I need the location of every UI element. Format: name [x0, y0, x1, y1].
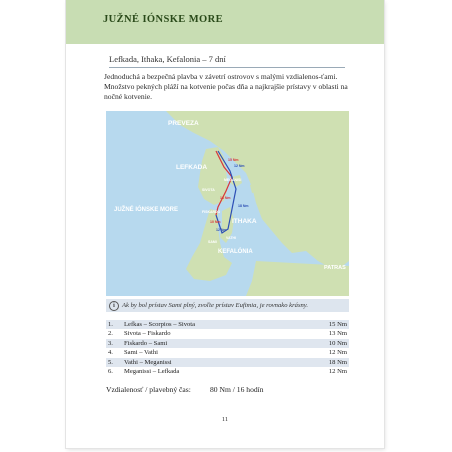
map-label-sivota: SIVOTA — [202, 188, 215, 192]
route-map — [106, 111, 349, 296]
route-legs-table — [106, 320, 349, 376]
map-label-region: JUŽNÉ IÓNSKE MORE — [114, 207, 179, 213]
summary-label: Vzdialenosť / plavebný čas: — [106, 385, 191, 394]
leg-number: 1. — [106, 320, 122, 329]
map-label-patras: PATRAS — [324, 265, 346, 271]
leg-name: Meganissi – Lefkada — [124, 368, 180, 376]
leg-distance: 12 Nm — [328, 349, 347, 357]
leg-name: Sivota – Fiskardo — [124, 330, 171, 338]
leg-distance: 18 Nm — [315, 358, 349, 367]
map-leg-label: 15 Nm — [228, 158, 239, 162]
chapter-header — [66, 0, 384, 44]
table-row — [106, 339, 349, 348]
leg-name: Vathi – Meganissi — [122, 358, 315, 367]
leg-number: 5. — [106, 358, 122, 367]
map-label-kefalonia: KEFALÓNIA — [218, 249, 253, 255]
leg-number: 3. — [106, 339, 122, 348]
leg-name: Fiskardo – Sami — [122, 339, 315, 348]
info-icon: i — [109, 301, 119, 311]
leg-distance: 12 Nm — [328, 368, 347, 376]
page-number: 11 — [221, 416, 229, 423]
map-leg-label: 12 Nm — [234, 164, 245, 168]
table-row — [106, 320, 349, 329]
map-leg-label: 13 Nm — [220, 196, 231, 200]
leg-distance: 15 Nm — [315, 320, 349, 329]
map-leg-label: 10 Nm — [210, 220, 221, 224]
leg-distance: 13 Nm — [328, 330, 347, 338]
table-row — [106, 329, 349, 338]
map-label-lefkada: LEFKADA — [176, 164, 208, 171]
map-label-vathi: VATHI — [226, 236, 236, 240]
leg-name: Lefkas – Scorpios – Sivota — [122, 320, 315, 329]
map-label-ithaka: ITHAKA — [232, 218, 257, 225]
leg-number: 4. — [108, 349, 113, 357]
document-page — [66, 0, 384, 448]
leg-number: 2. — [108, 330, 113, 338]
map-label-fiskardo: FISKARDO — [202, 210, 221, 214]
map-leg-label: 18 Nm — [238, 204, 249, 208]
intro-paragraph: Jednoduchá a bezpečná plavba v závetrí ostrovov s malými vzdialenos-ťami. Množstvo pekných pláží na kotvenie počas dňa a najkrajšie prístavy v oblasti na nočné kotvenie. — [104, 72, 348, 101]
table-row — [106, 367, 349, 376]
summary-value: 80 Nm / 16 hodín — [210, 385, 264, 394]
table-row — [106, 348, 349, 357]
route-summary — [106, 385, 264, 394]
map-label-meganisi: MEGANISI — [224, 178, 242, 182]
leg-number: 6. — [108, 368, 113, 376]
leg-distance: 10 Nm — [315, 339, 349, 348]
note-text: Ak by bol prístav Sami plný, zvoľte prístav Eufimia, je rovnako krásny. — [122, 301, 309, 309]
map-label-preveza: PREVEZA — [168, 120, 199, 127]
table-row — [106, 358, 349, 367]
chapter-title: JUŽNÉ IÓNSKE MORE — [103, 14, 223, 25]
note-box — [106, 299, 349, 312]
leg-name: Sami – Vathi — [124, 349, 158, 357]
map-leg-label: 12 Nm — [216, 228, 227, 232]
map-label-sami: SAMI — [208, 240, 217, 244]
route-subtitle: Lefkada, Ithaka, Kefalonia – 7 dní — [109, 54, 345, 68]
